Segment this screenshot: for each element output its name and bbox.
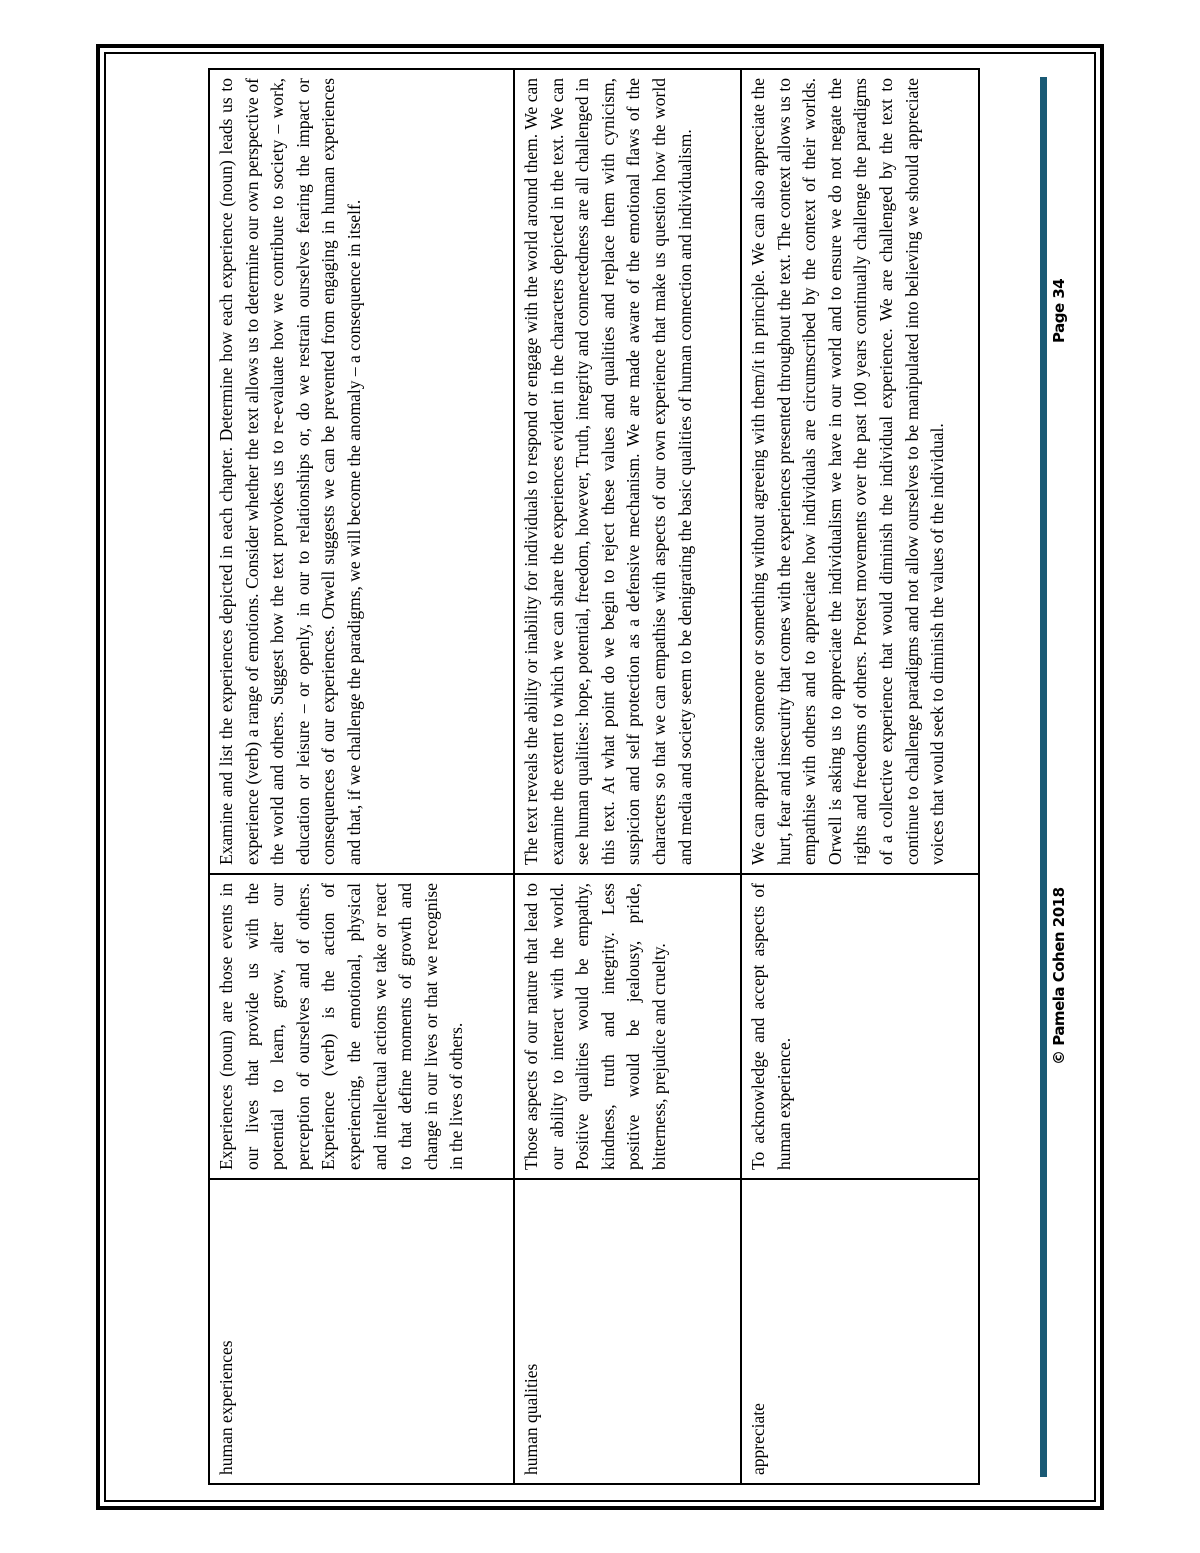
term-cell: human experiences <box>209 1179 514 1484</box>
footer-bar <box>1040 77 1047 1477</box>
table-row <box>741 69 979 1484</box>
glossary-table <box>208 68 980 1485</box>
table-row <box>514 69 741 1484</box>
table-row <box>209 69 514 1484</box>
definition-cell: Experiences (noun) are those events in our lives that provide us with the potential to learn, grow, alter our perception of ourselves and of others. Experience (verb) is the action of experiencing, the emotional, physical and intellectual actions we take or react to that define moments of growth and change in our lives or that we recognise in the lives of others. <box>209 874 514 1179</box>
application-cell: Examine and list the experiences depicted in each chapter. Determine how each experience (noun) leads us to experience (verb) a range of emotions. Consider whether the text allows us to determine our own perspective of the world and others. Suggest how the text provokes us to re-evaluate how we contribute to society – work, education or leisure – or openly, in our to relationships or, do we restrain ourselves fearing the impact or consequences of our experiences. Orwell suggests we can be prevented from engaging in human experiences and that, if we challenge the paradigms, we will become the anomaly – a consequence in itself. <box>209 69 514 874</box>
application-cell: We can appreciate someone or something without agreeing with them/it in principle. We can also appreciate the hurt, fear and insecurity that comes with the experiences presented throughout the text. The context allows us to empathise with others and to appreciate how individuals are circumscribed by the context of their worlds. Orwell is asking us to appreciate the individualism we have in our world and to ensure we do not negate the rights and freedoms of others. Protest movements over the past 100 years continually challenge the paradigms of a collective experience that would diminish the individual experience. We are challenged by the text to continue to challenge paradigms and not allow ourselves to be manipulated into believing we should appreciate voices that would seek to diminish the values of the individual. <box>741 69 979 874</box>
rotated-page-content <box>208 70 1068 1485</box>
footer-copyright: © Pamela Cohen 2018 <box>1050 887 1068 1065</box>
term-cell: human qualities <box>514 1179 741 1484</box>
definition-cell: To acknowledge and accept aspects of human experience. <box>741 874 979 1179</box>
footer-page-number: Page 34 <box>1050 278 1068 343</box>
term-cell: appreciate <box>741 1179 979 1484</box>
definition-cell: Those aspects of our nature that lead to our ability to interact with the world. Positive qualities would be empathy, kindness, truth and integrity. Less positive would be jealousy, pride, bitterness, prejudice and cruelty. <box>514 874 741 1179</box>
application-cell: The text reveals the ability or inability for individuals to respond or engage with the world around them. We can examine the extent to which we can share the experiences evident in the characters depicted in the text. We can see human qualities: hope, potential, freedom, however, Truth, integrity and connectedness are all challenged in this text. At what point do we begin to reject these values and qualities and replace them with cynicism, suspicion and self protection as a defensive mechanism. We are made aware of the emotional flaws of the characters so that we can empathise with aspects of our own experience that make us question how the world and media and society seem to be denigrating the basic qualities of human connection and individualism. <box>514 69 741 874</box>
